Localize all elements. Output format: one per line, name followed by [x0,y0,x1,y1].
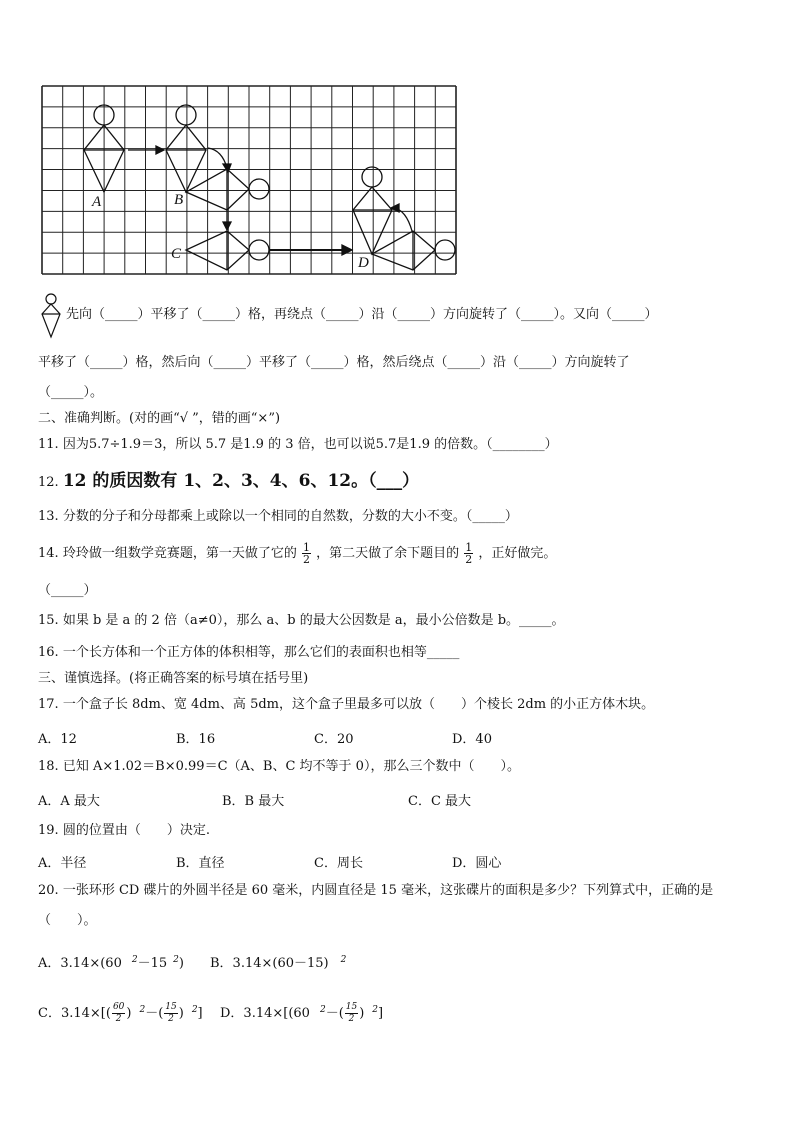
q14-text-part3: ，正好做完。 [478,546,557,561]
kite-shape-icon [40,292,62,340]
section3-title: 三、谨慎选择。(将正确答案的标号填在括号里) [38,671,309,686]
q17-option-b: B．16 [176,732,216,747]
q19-option-d: D．圆心 [452,856,502,871]
question-15 [38,612,565,630]
question-12 [38,472,419,492]
question-19 [38,822,210,840]
q13-number: 13. [38,509,59,524]
label-b: B [174,192,184,208]
question-16 [38,644,459,662]
q20-text: 一张环形 CD 碟片的外圆半径是 60 毫米，内圆直径是 15 毫米，这张碟片的面积是多少？下列算式中，正确的是 [62,883,714,898]
q10-line1: 先向（_____）平移了（_____）格，再绕点（_____）沿（_____）方向旋转了（_____）。又向（_____） [66,307,658,322]
q18-option-a: A．A 最大 [38,794,100,809]
q18-option-c: C．C 最大 [408,794,472,809]
q14-fraction-1: $\frac{1}{2}$ [302,541,310,566]
q20-option-d: D．3.14×[(60 $^2$－( $\frac{15}{2}$ ) $^2$] [220,1002,384,1024]
grid-svg [40,84,458,276]
q20-option-c: C．3.14×[( $\frac{60}{2}$ ) $^2$－( $\frac{15}{2}$ ) $^2$] [38,1002,203,1024]
q14-text-part2: ，第二天做了余下题目的 [316,546,460,561]
q12-number: 12. [38,475,59,490]
q18-option-b: B．B 最大 [222,794,285,809]
section2-title: 二、准确判断。(对的画“√ ”，错的画“×”) [38,411,281,426]
q20-option-a: A．3.14×(60 $^2$－15 $^2$) [38,954,184,971]
question-14 [38,542,556,565]
q19-text: 圆的位置由（ ）决定. [62,823,210,838]
q11-number: 11. [38,437,59,452]
q20-number: 20. [38,883,59,898]
shape-d [353,167,392,254]
q16-number: 16. [38,645,59,660]
q10-line3: （_____）。 [38,385,104,400]
q17-option-a: A．12 [38,732,77,747]
q14-number: 14. [38,546,59,561]
label-a: A [92,194,102,210]
q17-number: 17. [38,697,59,712]
q13-text: 分数的分子和分母都乘上或除以一个相同的自然数，分数的大小不变。（_____） [62,509,518,524]
q15-number: 15. [38,613,59,628]
q18-text: 已知 A×1.02＝B×0.99＝C（A、B、C 均不等于 0），那么三个数中（ ）。 [62,759,520,774]
q11-text: 因为5.7÷1.9＝3，所以 5.7 是1.9 的 3 倍，也可以说5.7是1.9 的倍数。（________） [62,437,558,452]
q10-line2: 平移了（_____）格，然后向（_____）平移了（_____）格，然后绕点（_____）沿（_____）方向旋转了 [38,355,630,370]
shape-c [186,231,269,270]
q12-text: 12 的质因数有 1、2、3、4、6、12。（___） [62,471,420,491]
q14-answer: （_____） [38,583,97,598]
q17-option-c: C．20 [314,732,354,747]
q19-option-b: B．直径 [176,856,225,871]
q17-option-d: D．40 [452,732,492,747]
question-11 [38,436,558,454]
q14-fraction-2: $\frac{1}{2}$ [465,541,473,566]
shape-b-rotated [186,169,269,210]
q14-text-part1: 玲玲做一组数学竞赛题，第一天做了它的 [62,546,297,561]
label-d: D [358,255,369,271]
q20-text2: （ ）。 [38,913,97,928]
q19-option-a: A．半径 [38,856,87,871]
q19-number: 19. [38,823,59,838]
q15-text: 如果 b 是 a 的 2 倍（a≠0），那么 a、b 的最大公因数是 a，最小公倍数是 b。_____。 [62,613,565,628]
question-18 [38,758,520,776]
label-c: C [171,246,182,262]
q19-option-c: C．周长 [314,856,363,871]
q16-text: 一个长方体和一个正方体的体积相等，那么它们的表面积也相等_____ [62,645,460,660]
transformation-grid-figure [40,84,458,280]
question-17 [38,696,654,714]
question-20 [38,882,713,900]
q20-option-b: B．3.14×(60－15) $^2$ [210,954,347,971]
q17-text: 一个盒子长 8dm、宽 4dm、高 5dm，这个盒子里最多可以放（ ）个棱长 2dm 的小正方体木块。 [62,697,655,712]
shape-d-rotated [372,231,455,270]
question-13 [38,508,518,526]
q18-number: 18. [38,759,59,774]
